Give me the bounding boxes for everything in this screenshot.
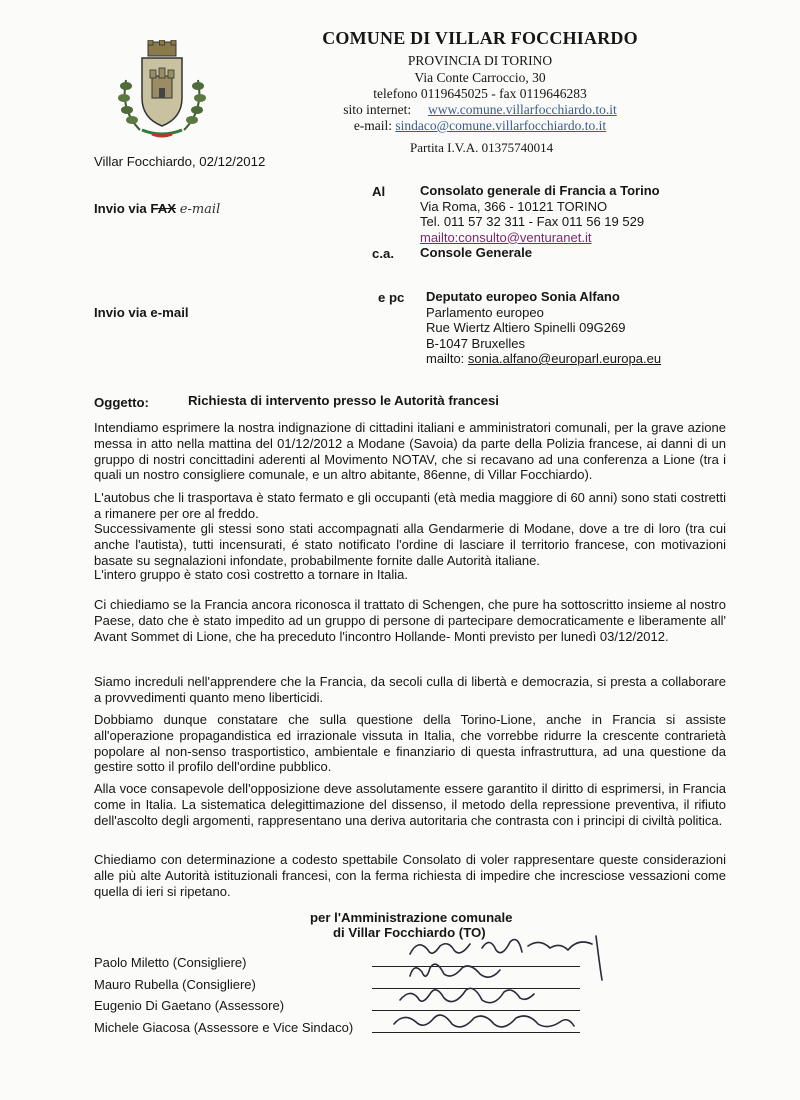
recipient-phone: Tel. 011 57 32 311 - Fax 011 56 19 529 bbox=[420, 214, 645, 229]
email-link[interactable]: sindaco@comune.villarfocchiardo.to.it bbox=[395, 118, 607, 133]
body-paragraph-6: Siamo increduli nell'apprendere che la Francia, da secoli culla di libertà e democrazia, si presta a collaborare a provvedimenti quanto meno liberticidi. bbox=[94, 674, 726, 705]
signatory-4: Michele Giacosa (Assessore e Vice Sindaco) bbox=[94, 1020, 354, 1035]
invio-email-line: Invio via e-mail bbox=[94, 305, 189, 320]
cc-mail-line bbox=[426, 351, 661, 367]
cc-line3: B-1047 Bruxelles bbox=[426, 335, 525, 351]
body-paragraph-8: Alla voce consapevole dell'opposizione deve assolutamente essere garantito il diritto di esprimersi, in Francia come in Italia. La sistematica delegittimazione del dissenso, il metodo della repressione preventiva, il rifiuto dell'ascolto degli argomenti, rappresentano una deriva autoritaria che contrasta con i principi di civiltà politica. bbox=[94, 781, 726, 828]
cc-line1: Parlamento europeo bbox=[426, 304, 544, 320]
cc-line2: Rue Wiertz Altiero Spinelli 09G269 bbox=[426, 320, 626, 335]
signatory-2: Mauro Rubella (Consigliere) bbox=[94, 977, 256, 992]
closing-line-2: di Villar Focchiardo (TO) bbox=[333, 925, 486, 940]
vat-number: Partita I.V.A. 01375740014 bbox=[410, 140, 554, 155]
website-link[interactable]: www.comune.villarfocchiardo.to.it bbox=[427, 102, 617, 117]
letterhead-phone: telefono 0119645025 - fax 0119646283 bbox=[373, 86, 587, 101]
coat-of-arms-logo bbox=[112, 40, 212, 142]
letterhead-website-line bbox=[300, 102, 660, 118]
cc-mail-link[interactable]: sonia.alfano@europarl.europa.eu bbox=[467, 351, 662, 366]
letterhead-email-line bbox=[300, 118, 660, 134]
cc-label: e pc bbox=[378, 290, 405, 305]
recipient-label-al: Al bbox=[372, 184, 386, 199]
invio-struck-fax: AX bbox=[157, 201, 177, 216]
recipient-street: Via Roma, 366 - 10121 TORINO bbox=[420, 198, 608, 214]
place-date: Villar Focchiardo, 02/12/2012 bbox=[94, 154, 266, 169]
subject-label: Oggetto: bbox=[94, 395, 149, 410]
website-label: sito internet: bbox=[343, 102, 412, 117]
handwritten-email-note: e-mail bbox=[179, 202, 221, 217]
letterhead-address: Via Conte Carroccio, 30 bbox=[414, 70, 546, 85]
subject-text: Richiesta di intervento presso le Autorità francesi bbox=[188, 393, 499, 408]
letterhead-comune: COMUNE DI VILLAR FOCCHIARDO bbox=[322, 28, 638, 48]
invio-prefix: Invio via F bbox=[94, 201, 158, 216]
recipient-mail-link[interactable]: mailto:consulto@venturanet.it bbox=[420, 229, 592, 245]
invio-fax-line bbox=[94, 201, 220, 217]
body-paragraph-3: Successivamente gli stessi sono stati accompagnati alla Gendarmerie di Modane, dove a tre di loro (tra cui anche l'autista), tutti incensurati, é stato notificato l'ordine di lasciare il territorio francese, con motivazioni basate su segnalazioni infondate, probabilmente fornite dalle Autorità italiane. bbox=[94, 521, 726, 568]
signatory-3: Eugenio Di Gaetano (Assessore) bbox=[94, 998, 285, 1013]
body-paragraph-2: L'autobus che li trasportava è stato fermato e gli occupanti (età media maggiore di 60 anni) sono stati costretti a rimanere per ore al freddo. bbox=[94, 490, 726, 521]
recipient-ca-name: Console Generale bbox=[420, 245, 533, 260]
handwritten-signatures bbox=[370, 928, 630, 1040]
recipient-block bbox=[420, 183, 660, 245]
email-label: e-mail: bbox=[353, 118, 393, 133]
body-paragraph-1: Intendiamo esprimere la nostra indignazione di cittadini italiani e amministratori comunali, per la grave azione messa in atto nella mattina del 01/12/2012 a Modane (Savoia) da parte della Polizia francese, ai danni di un gruppo di nostri concittadini aderenti al Movimento NOTAV, che si recavano ad una conferenza a Lione (tra i quali un nostro consigliere comunale, e un altro abitante, 86enne, di Villar Focchiardo). bbox=[94, 420, 726, 483]
signatory-1: Paolo Miletto (Consigliere) bbox=[94, 955, 247, 970]
body-paragraph-9: Chiediamo con determinazione a codesto spettabile Consolato di voler rappresentare queste considerazioni alle più alte Autorità istituzionali francesi, con la ferma richiesta di impedire che incresciose vessazioni come quella di ieri si ripetano. bbox=[94, 852, 726, 899]
closing-line-1: per l'Amministrazione comunale bbox=[310, 910, 513, 925]
cc-mail-prefix: mailto: bbox=[426, 351, 468, 366]
body-paragraph-4: L'intero gruppo è stato così costretto a tornare in Italia. bbox=[94, 567, 408, 582]
recipient-name: Consolato generale di Francia a Torino bbox=[420, 183, 660, 198]
cc-name: Deputato europeo Sonia Alfano bbox=[426, 289, 620, 304]
cc-block bbox=[426, 289, 661, 367]
letterhead-provincia: PROVINCIA DI TORINO bbox=[407, 53, 553, 68]
body-paragraph-5: Ci chiediamo se la Francia ancora riconosca il trattato di Schengen, che pure ha sottoscritto insieme al nostro Paese, dato che è stato impedito ad un gruppo di persone di partecipare democraticamente e liberamente all' Avant Sommet di Lione, che ha preceduto l'incontro Hollande- Monti previsto per lunedì 03/12/2012. bbox=[94, 597, 726, 644]
body-paragraph-7: Dobbiamo dunque constatare che sulla questione della Torino-Lione, anche in Francia si assiste all'operazione propagandistica ed irrazionale vissuta in Italia, che vorrebbe ridurre la crescente contrarietà popolare al non-senso trasportistico, ambientale e finanziario di questa infrastruttura, ad una questione da gestire sotto il profilo dell'ordine pubblico. bbox=[94, 712, 726, 775]
recipient-label-ca: c.a. bbox=[372, 246, 394, 261]
